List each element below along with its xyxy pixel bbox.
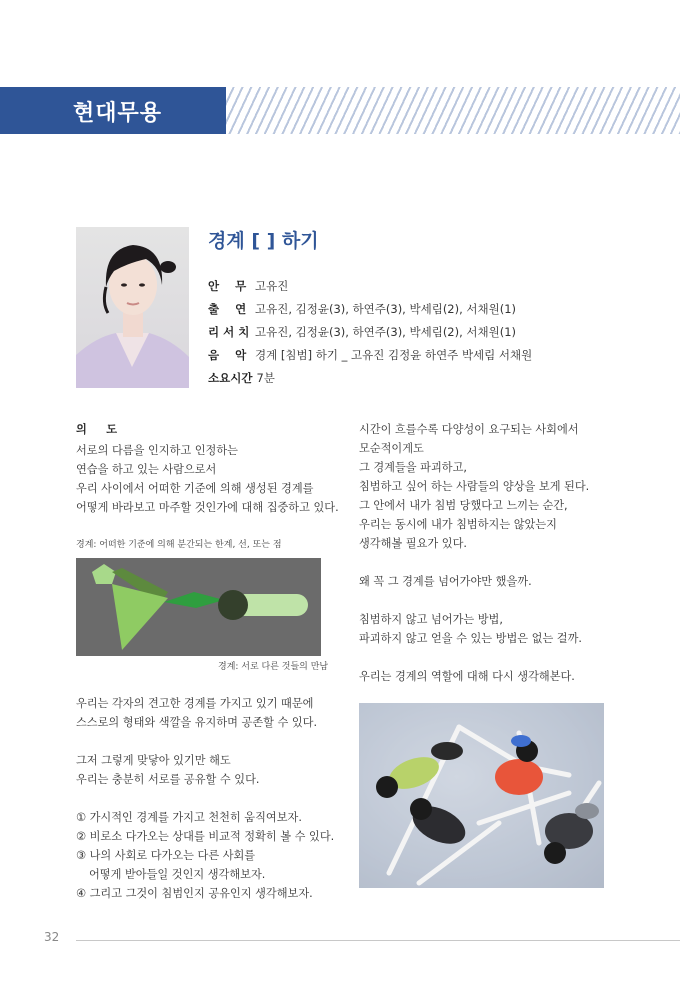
intent-heading: 의 도	[76, 423, 118, 436]
intent-line: 어떻게 바라보고 마주할 것인가에 대해 집중하고 있다.	[76, 501, 339, 514]
credits-list	[208, 274, 532, 389]
credit-label: 음 악	[208, 347, 247, 362]
list-item: ① 가시적인 경계를 가지고 천천히 움직여보자.	[76, 811, 302, 824]
intent-line: 서로의 다름을 인지하고 인정하는	[76, 444, 238, 457]
intent-section	[76, 420, 346, 517]
section-title: 현대무용	[73, 101, 163, 126]
credit-value: 고유진	[255, 278, 289, 293]
credit-label: 소요시간	[208, 370, 253, 385]
body-line: 침범하지 않고 넘어가는 방법,	[359, 613, 503, 626]
diagram-caption-top: 경계: 어떠한 기준에 의해 분간되는 한계, 선, 또는 점	[76, 540, 282, 550]
right-body	[359, 420, 629, 686]
diagram-dark-circle	[218, 590, 248, 620]
diagram-pentagon	[92, 564, 116, 584]
intent-line: 우리 사이에서 어떠한 기준에 의해 생성된 경계를	[76, 482, 314, 495]
body-line: 그 경계들을 파괴하고,	[359, 461, 467, 474]
intent-line: 연습을 하고 있는 사람으로서	[76, 463, 217, 476]
body-line: 우리는 충분히 서로를 공유할 수 있다.	[76, 773, 260, 786]
diagram-caption-bottom: 경계: 서로 다른 것들의 만남	[218, 662, 329, 672]
left-body	[76, 694, 346, 903]
header-hatch-pattern	[226, 87, 680, 134]
credit-row-cast	[208, 297, 532, 320]
credit-row-duration	[208, 366, 532, 389]
credit-row-music	[208, 343, 532, 366]
footer-rule	[76, 940, 680, 941]
list-item-continuation: 어떻게 받아들일 것인지 생각해보자.	[89, 868, 266, 881]
section-header	[0, 87, 680, 134]
body-line: 왜 꼭 그 경계를 넘어가야만 했을까.	[359, 575, 532, 588]
credit-row-research	[208, 320, 532, 343]
body-line: 시간이 흐를수록 다양성이 요구되는 사회에서	[359, 423, 579, 436]
list-item: ④ 그리고 그것이 침범인지 공유인지 생각해보자.	[76, 887, 313, 900]
credit-value: 7분	[256, 370, 275, 385]
credit-row-choreography	[208, 274, 532, 297]
credit-label: 안 무	[208, 278, 247, 293]
body-line: 모순적이게도	[359, 442, 424, 455]
body-line: 우리는 경계의 역할에 대해 다시 생각해본다.	[359, 670, 575, 683]
list-item: ② 비로소 다가오는 상대를 비교적 정확히 볼 수 있다.	[76, 830, 335, 843]
credit-value: 경계 [침범] 하기 _ 고유진 김정윤 하연주 박세림 서채원	[255, 347, 533, 362]
diagram-wedge	[164, 592, 224, 608]
body-line: 침범하고 싶어 하는 사람들의 양상을 보게 된다.	[359, 480, 590, 493]
work-title: 경계 [ ] 하기	[208, 230, 319, 252]
body-line: 생각해볼 필요가 있다.	[359, 537, 467, 550]
body-line: 그 안에서 내가 침범 당했다고 느끼는 순간,	[359, 499, 568, 512]
choreographer-portrait	[76, 227, 189, 388]
credit-value: 고유진, 김정윤(3), 하연주(3), 박세림(2), 서채원(1)	[255, 301, 517, 316]
credit-label: 리 서 치	[208, 324, 250, 339]
section-header-bar	[0, 87, 226, 134]
boundary-diagram	[76, 558, 321, 656]
body-line: 우리는 동시에 내가 침범하지는 않았는지	[359, 518, 557, 531]
list-item: ③ 나의 사회로 다가오는 다른 사회를	[76, 849, 256, 862]
body-line: 스스로의 형태와 색깔을 유지하며 공존할 수 있다.	[76, 716, 318, 729]
performance-photo	[359, 703, 604, 888]
credit-label: 출 연	[208, 301, 247, 316]
body-line: 그저 그렇게 맞닿아 있기만 해도	[76, 754, 231, 767]
credit-value: 고유진, 김정윤(3), 하연주(3), 박세림(2), 서채원(1)	[255, 324, 517, 339]
body-line: 파괴하지 않고 얻을 수 있는 방법은 없는 걸까.	[359, 632, 582, 645]
body-line: 우리는 각자의 견고한 경계를 가지고 있기 때문에	[76, 697, 314, 710]
page-number: 32	[44, 930, 60, 944]
